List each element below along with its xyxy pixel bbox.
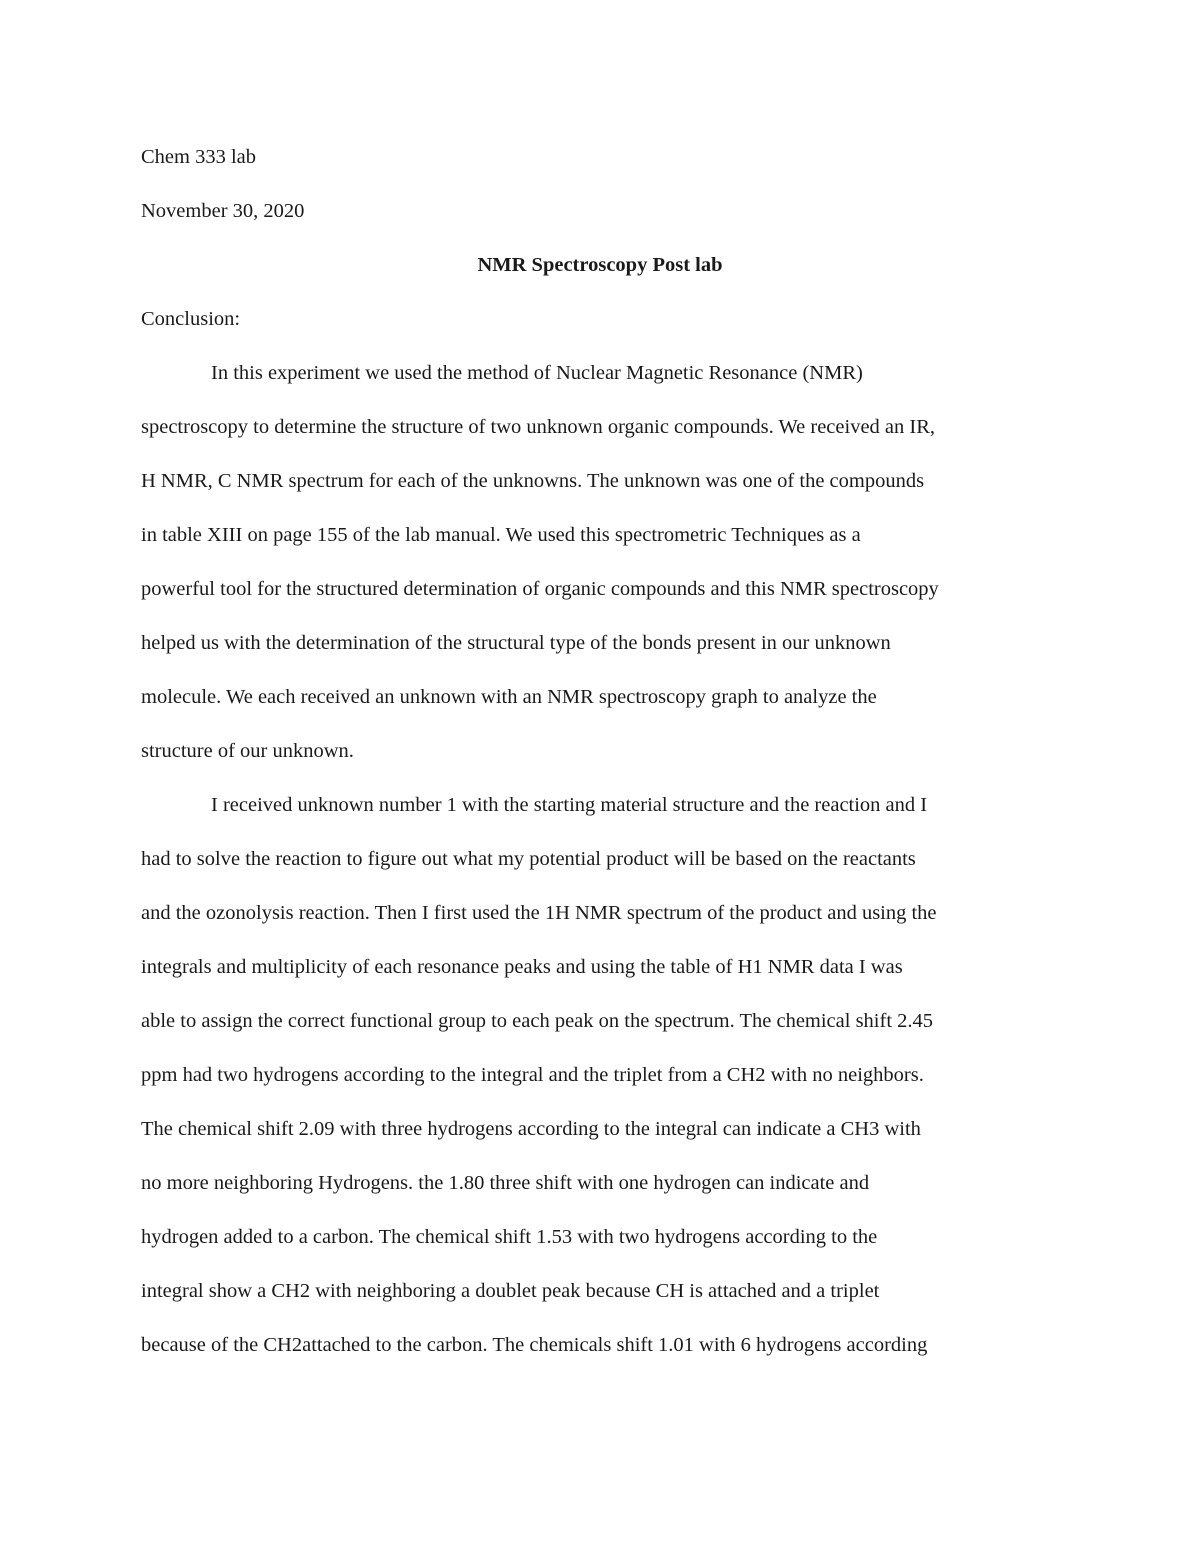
paragraph-line: had to solve the reaction to figure out what my potential product will be based on the reactants: [141, 848, 916, 870]
paragraph-line: no more neighboring Hydrogens. the 1.80 three shift with one hydrogen can indicate and: [141, 1172, 870, 1194]
paragraph-line: structure of our unknown.: [141, 740, 354, 762]
paragraph-line: H NMR, C NMR spectrum for each of the unknowns. The unknown was one of the compounds: [141, 470, 925, 492]
paragraph-line: molecule. We each received an unknown with an NMR spectroscopy graph to analyze the: [141, 686, 877, 708]
paragraph-line: helped us with the determination of the structural type of the bonds present in our unknown: [141, 632, 891, 654]
paragraph-line: In this experiment we used the method of Nuclear Magnetic Resonance (NMR): [211, 362, 863, 384]
paragraph-line: in table XIII on page 155 of the lab manual. We used this spectrometric Techniques as a: [141, 524, 861, 546]
date-line: November 30, 2020: [141, 200, 305, 222]
paragraph-line: able to assign the correct functional group to each peak on the spectrum. The chemical shift 2.45: [141, 1010, 934, 1032]
paragraph-line: spectroscopy to determine the structure of two unknown organic compounds. We received an IR,: [141, 416, 936, 438]
paragraph-line: The chemical shift 2.09 with three hydrogens according to the integral can indicate a CH3 with: [141, 1118, 921, 1140]
course-line: Chem 333 lab: [141, 146, 257, 168]
paragraph-line: hydrogen added to a carbon. The chemical shift 1.53 with two hydrogens according to the: [141, 1226, 878, 1248]
paragraph-line: because of the CH2attached to the carbon. The chemicals shift 1.01 with 6 hydrogens according: [141, 1334, 928, 1356]
paragraph-line: and the ozonolysis reaction. Then I first used the 1H NMR spectrum of the product and using the: [141, 902, 937, 924]
paragraph-line: I received unknown number 1 with the starting material structure and the reaction and I: [211, 794, 928, 816]
paragraph-line: integral show a CH2 with neighboring a doublet peak because CH is attached and a triplet: [141, 1280, 880, 1302]
section-heading: Conclusion:: [141, 308, 241, 330]
paragraph-line: ppm had two hydrogens according to the integral and the triplet from a CH2 with no neighbors.: [141, 1064, 924, 1086]
document-title: NMR Spectroscopy Post lab: [477, 254, 723, 276]
paragraph-line: powerful tool for the structured determination of organic compounds and this NMR spectroscopy: [141, 578, 939, 600]
paragraph-line: integrals and multiplicity of each resonance peaks and using the table of H1 NMR data I was: [141, 956, 903, 978]
